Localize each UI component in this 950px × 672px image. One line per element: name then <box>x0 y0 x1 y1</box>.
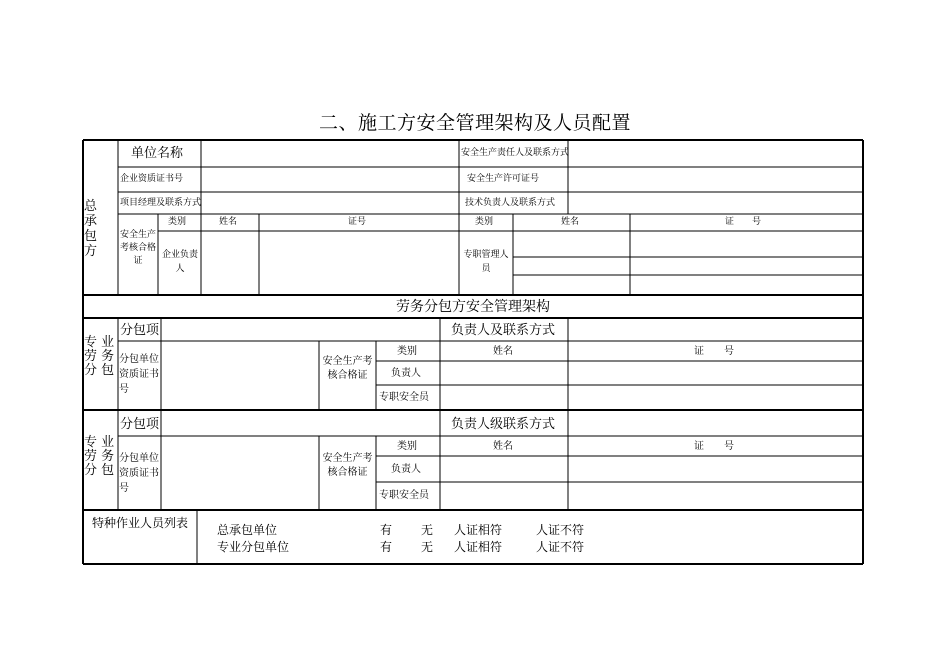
subcontractor-1-col-name: 姓名 <box>493 346 513 357</box>
page-title: 二、施工方安全管理架构及人员配置 <box>318 112 631 134</box>
enterprise-qualification-label: 企业资质证书号 <box>120 174 184 184</box>
special-row-1-unit: 总承包单位 <box>217 523 278 537</box>
special-row-1-mismatch: 人证不符 <box>536 523 585 537</box>
technical-lead-label: 技术负责人及联系方式 <box>465 198 556 208</box>
subcontractor-1-safety-officer: 专职安全员 <box>379 392 429 403</box>
col-certificate-label: 证号 <box>348 217 367 227</box>
labor-section-title: 劳务分包方安全管理架构 <box>396 299 550 315</box>
subcontractor-2-lead: 负责人 <box>391 464 421 475</box>
special-row-1-yes: 有 <box>380 523 393 537</box>
subcontractor-2-side-label: 专 业 劳 务 分 包 <box>84 435 115 478</box>
subcontractor-1-side-label: 专 业 劳 务 分 包 <box>84 335 115 378</box>
special-row-2-no: 无 <box>421 540 434 554</box>
safety-responsible-label: 安全生产责任人及联系方式 <box>461 148 570 158</box>
subcontractor-1-item-label: 分包项 <box>120 323 160 338</box>
full-time-safety-manager-label: 专职管理人员 <box>463 250 509 274</box>
subcontractor-2-safety-officer: 专职安全员 <box>379 490 429 501</box>
subcontractor-1-qualification-label: 分包单位资质证书号 <box>119 354 159 395</box>
subcontractor-1-contact-label: 负责人及联系方式 <box>451 323 556 338</box>
subcontractor-1-safety-exam-label: 安全生产考核合格证 <box>322 356 373 381</box>
subcontractor-2-contact-label: 负责人级联系方式 <box>451 417 556 432</box>
subcontractor-2-item-label: 分包项 <box>120 417 160 432</box>
subcontractor-2-qualification-label: 分包单位资质证书号 <box>119 453 159 494</box>
subcontractor-1-col-category: 类别 <box>397 346 417 357</box>
special-row-2-unit: 专业分包单位 <box>217 540 290 554</box>
col-category-2-label: 类别 <box>475 217 494 227</box>
col-category-label: 类别 <box>168 217 187 227</box>
subcontractor-2-col-name: 姓名 <box>493 441 513 452</box>
subcontractor-1-col-certificate: 证 号 <box>694 346 734 357</box>
unit-name-label: 单位名称 <box>131 146 184 161</box>
general-contractor-side-label: 总 承 包 方 <box>84 199 98 259</box>
safety-exam-cert-label: 安全生产考核合格证 <box>119 230 156 266</box>
subcontractor-2-col-category: 类别 <box>397 441 417 452</box>
special-row-1-match: 人证相符 <box>454 523 503 537</box>
col-name-2-label: 姓名 <box>561 217 580 227</box>
special-row-2-yes: 有 <box>380 540 393 554</box>
enterprise-lead-label: 企业负责人 <box>161 250 198 274</box>
project-manager-label: 项目经理及联系方式 <box>120 198 202 208</box>
subcontractor-2-col-certificate: 证 号 <box>694 441 734 452</box>
col-certificate-2-label: 证 号 <box>725 217 762 227</box>
special-workers-label: 特种作业人员列表 <box>91 516 188 530</box>
special-row-2-match: 人证相符 <box>454 540 503 554</box>
subcontractor-2-safety-exam-label: 安全生产考核合格证 <box>322 453 373 478</box>
safety-license-label: 安全生产许可证号 <box>467 174 540 184</box>
subcontractor-1-lead: 负责人 <box>391 368 421 379</box>
col-name-label: 姓名 <box>219 217 238 227</box>
special-row-2-mismatch: 人证不符 <box>536 540 585 554</box>
special-row-1-no: 无 <box>421 523 434 537</box>
